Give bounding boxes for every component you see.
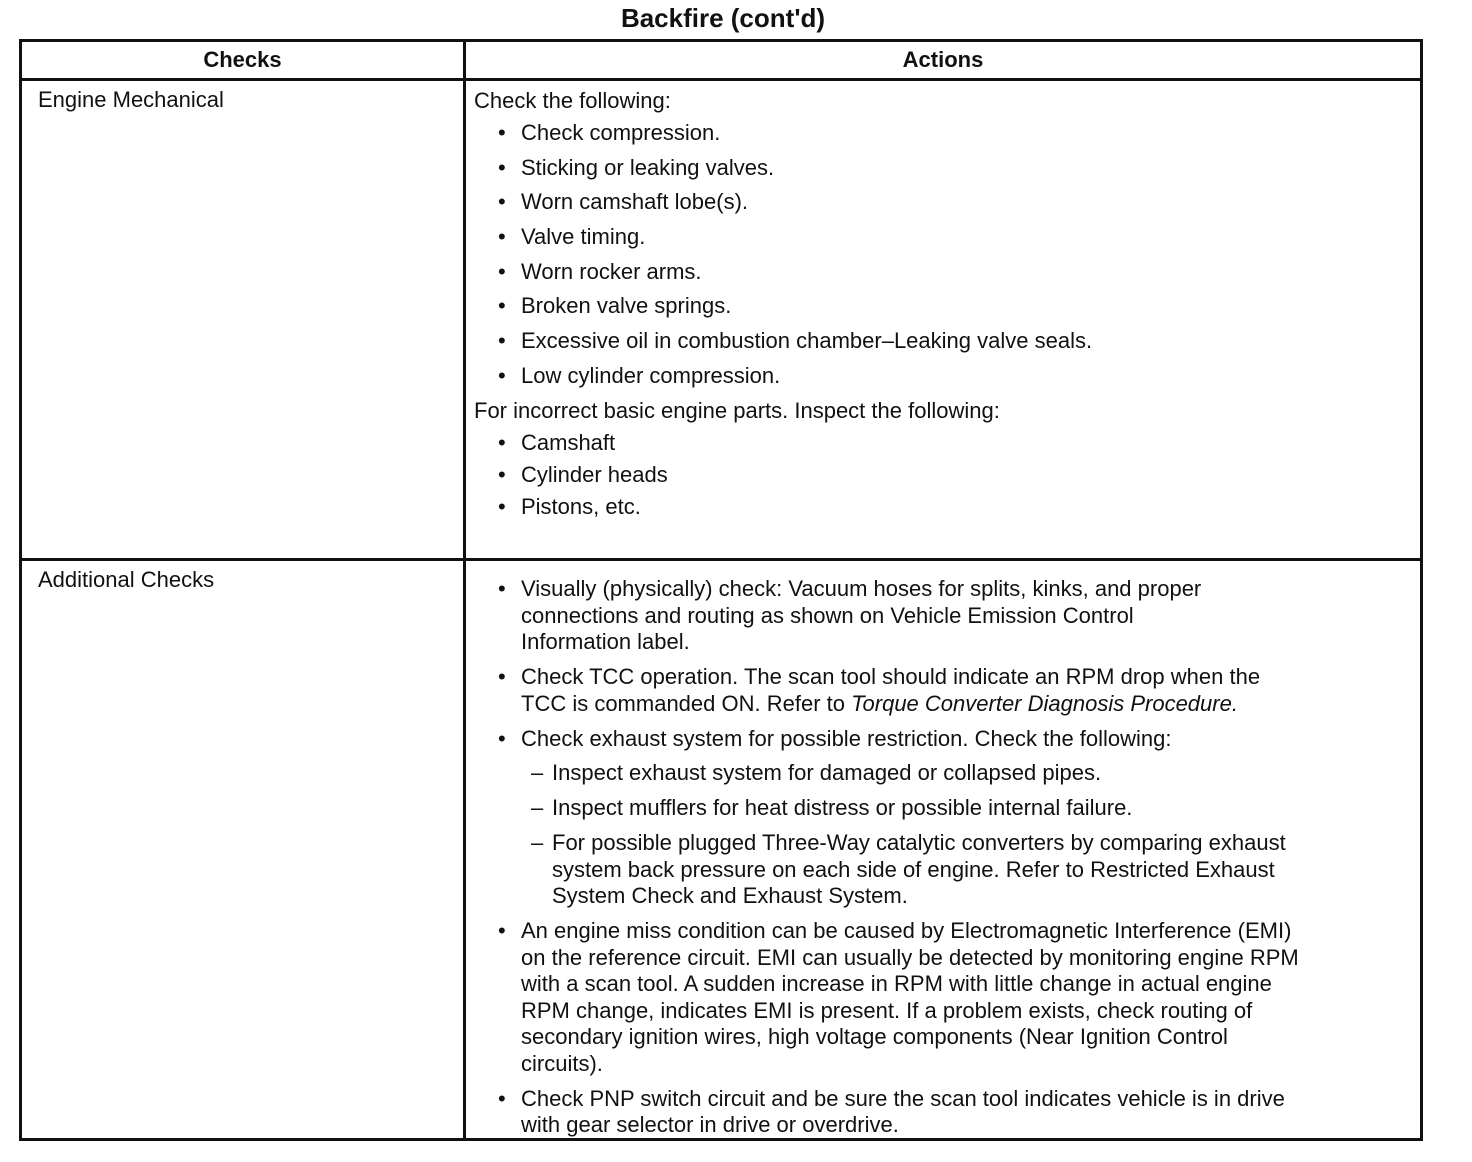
list-item: • Check PNP switch circuit and be sure the scan tool indicates vehicle is in drive with gear selector in drive or overdrive. [474, 1086, 1406, 1139]
item-text: Check exhaust system for possible restriction. Check the following: [521, 725, 1172, 751]
list-item: • Valve timing. [474, 224, 1406, 250]
sub-list [521, 760, 1406, 910]
list-item: • Check compression. [474, 120, 1406, 146]
row-divider [22, 558, 1420, 561]
actions-additional [474, 576, 1406, 1147]
column-divider [463, 42, 466, 1138]
header-actions: Actions [902, 47, 984, 72]
list-item: • Worn rocker arms. [474, 259, 1406, 285]
check-engine-mechanical: Engine Mechanical [38, 87, 224, 112]
list-item [474, 726, 1406, 910]
header-checks: Checks [203, 47, 282, 72]
list-item: • Pistons, etc. [474, 494, 1406, 520]
list-item: • Cylinder heads [474, 462, 1406, 488]
actions-intro-parts: For incorrect basic engine parts. Inspect the following: [474, 397, 1000, 423]
list-item: • Excessive oil in combustion chamber–Leaking valve seals. [474, 328, 1406, 354]
parts-list [474, 430, 1406, 520]
list-item: • Low cylinder compression. [474, 363, 1406, 389]
action-list [474, 120, 1406, 389]
item-text: Check TCC operation. The scan tool should indicate an RPM drop when the TCC is commanded ON. Refer to [521, 664, 1261, 716]
actions-engine-mechanical [474, 88, 1406, 526]
actions-intro: Check the following: [474, 88, 671, 113]
sub-list-item: – Inspect exhaust system for damaged or collapsed pipes. [521, 760, 1406, 787]
page-title: Backfire (cont'd) [620, 3, 826, 33]
list-item [474, 664, 1406, 717]
list-item: • Broken valve springs. [474, 293, 1406, 319]
list-item: • Visually (physically) check: Vacuum hoses for splits, kinks, and proper connections and routing as shown on Vehicle Emission Control Information label. [474, 576, 1406, 656]
header-divider [22, 78, 1420, 81]
list-item: • Worn camshaft lobe(s). [474, 189, 1406, 215]
check-additional: Additional Checks [38, 567, 215, 592]
diagnosis-table [19, 39, 1423, 1141]
list-item: • Camshaft [474, 430, 1406, 456]
list-item: • Sticking or leaking valves. [474, 155, 1406, 181]
sub-list-item: – Inspect mufflers for heat distress or possible internal failure. [521, 795, 1406, 822]
sub-list-item: – For possible plugged Three-Way catalytic converters by comparing exhaust system back pressure on each side of engine. Refer to Restricted Exhaust System Check and Exhaust System. [521, 830, 1406, 910]
procedure-reference: Torque Converter Diagnosis Procedure. [851, 690, 1238, 716]
action-list [474, 576, 1406, 1139]
list-item: • An engine miss condition can be caused by Electromagnetic Interference (EMI) on the reference circuit. EMI can usually be detected by monitoring engine RPM with a scan tool. A sudden increase in RPM with little change in actual engine RPM change, indicates EMI is present. If a problem exists, check routing of secondary ignition wires, high voltage components (Near Ignition Control circuits). [474, 918, 1406, 1077]
